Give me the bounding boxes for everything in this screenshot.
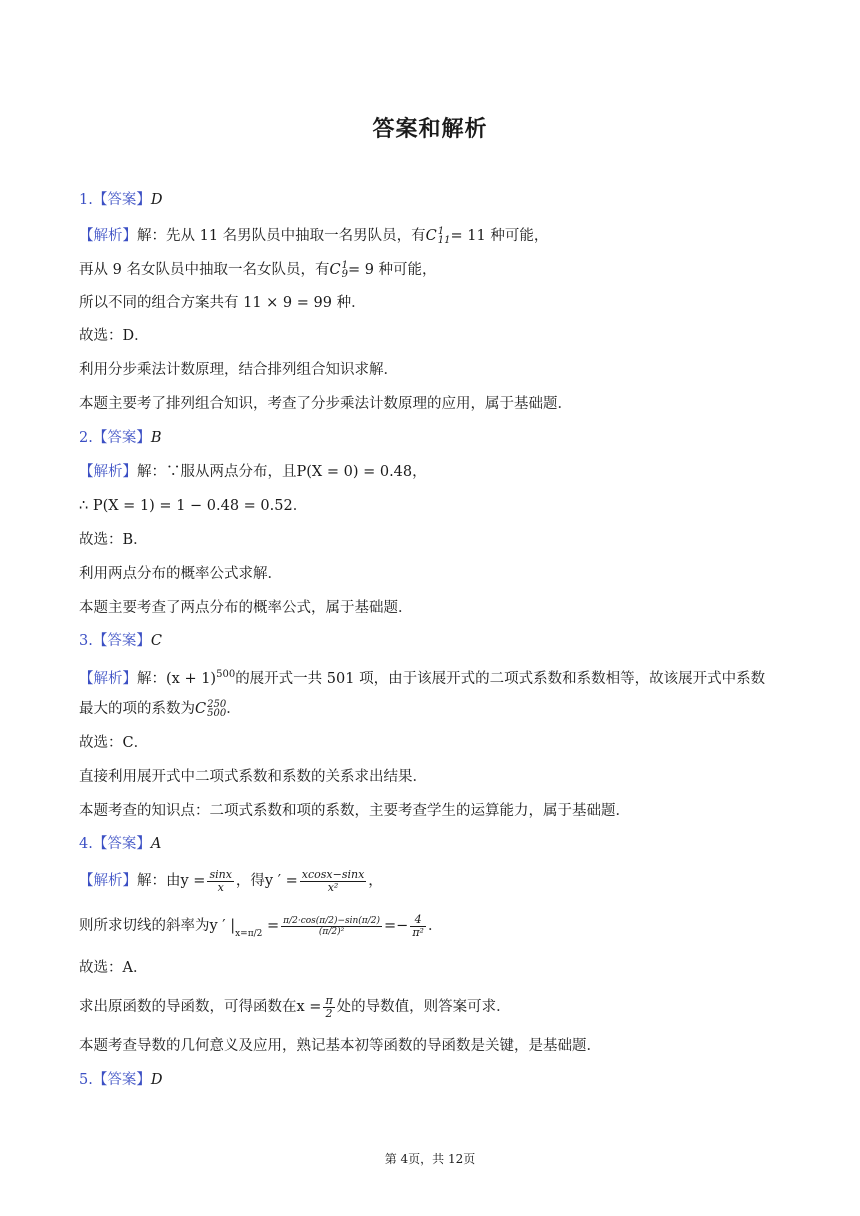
q4-analysis-line-4: 求出原函数的导函数，可得函数在x = $\frac{\pi}{2}$ 处的导数值，则答案可求．: [79, 993, 511, 1020]
answer-value: A: [150, 836, 162, 852]
answer-value: C: [150, 633, 162, 649]
q4-analysis-line-2: 则所求切线的斜率为y ′ $|_{x=\pi/2}$ = $\frac{\pi/2\cdot\cos(\pi/2)-\sin(\pi/2)}{\text{(π/2)²}}$ =− $\frac{4}{\text{π²}}$ ．: [79, 912, 443, 939]
answer-label: 1.【答案】: [79, 192, 151, 208]
q4-answer-line: [79, 834, 161, 854]
q4-analysis-line-1: 【解析】解：由y = $\frac{\sin x}{x}$ ，得y ′ = $\frac{xcosx-\sin x}{\text{x²}}$ ，: [79, 867, 383, 894]
answer-label: 3.【答案】: [79, 633, 151, 649]
analysis-label: 【解析】: [79, 228, 137, 244]
q3-analysis-line-5: 本题考查的知识点：二项式系数和项的系数，主要考查学生的运算能力，属于基础题．: [79, 803, 630, 819]
page-footer: 第 4页，共 12页: [384, 1152, 476, 1166]
q3-analysis-line-2: 最大的项的系数为C 250 500 ．: [79, 699, 241, 719]
q2-analysis-line-5: 本题主要考查了两点分布的概率公式，属于基础题．: [79, 600, 413, 616]
q3-answer-line: [79, 631, 162, 651]
q4-analysis-line-3: 故选：A．: [79, 960, 148, 976]
q3-analysis-line-3: 故选：C．: [79, 735, 149, 751]
fraction: $\frac{\sin x}{x}$: [209, 867, 232, 894]
combination-symbol: C 250 500: [195, 699, 227, 719]
q2-analysis-line-1: 【解析】解：∵服从两点分布，且P(X = 0) = 0.48，: [79, 464, 427, 480]
q2-analysis-line-2: ∴ P(X = 1) = 1 − 0.48 = 0.52．: [79, 498, 308, 514]
q2-analysis-line-4: 利用两点分布的概率公式求解．: [79, 566, 282, 582]
answer-label: 2.【答案】: [79, 430, 151, 446]
answer-value: D: [150, 192, 163, 208]
q1-analysis-line-1: 【解析】解：先从 11 名男队员中抽取一名男队员，有C 1 11 = 11 种可能，: [79, 226, 549, 246]
q1-analysis-line-4: 故选：D．: [79, 328, 149, 344]
combination-symbol: C 1 11: [425, 226, 451, 246]
fraction: $\frac{4}{\text{π²}}$: [412, 912, 424, 939]
answer-label: 4.【答案】: [79, 836, 151, 852]
q1-answer-line: [79, 190, 162, 210]
q4-analysis-line-5: 本题考查导数的几何意义及应用，熟记基本初等函数的导函数是关键，是基础题．: [79, 1038, 601, 1054]
q5-answer-line: [79, 1070, 162, 1090]
q3-analysis-line-1: 【解析】解：$(x + 1)^{500}$的展开式一共 501 项，由于该展开式的二项式系数和系数相等，故该展开式中系数: [79, 669, 766, 687]
q1-analysis-line-6: 本题主要考了排列组合知识，考查了分步乘法计数原理的应用，属于基础题．: [79, 396, 572, 412]
q2-analysis-line-3: 故选：B．: [79, 532, 148, 548]
analysis-label: 【解析】: [79, 464, 137, 480]
fraction: $\frac{\pi/2\cdot\cos(\pi/2)-\sin(\pi/2)}{\text{(π/2)²}}$: [283, 915, 380, 937]
analysis-label: 【解析】: [79, 670, 137, 687]
q1-analysis-line-5: 利用分步乘法计数原理，结合排列组合知识求解．: [79, 362, 398, 378]
answer-value: D: [150, 1072, 163, 1088]
q1-analysis-line-3: 所以不同的组合方案共有 11 × 9 = 99 种．: [79, 295, 366, 311]
answer-value: B: [150, 430, 162, 446]
q2-answer-line: [79, 428, 162, 448]
fraction: $\frac{\pi}{2}$: [325, 993, 333, 1020]
page-title: 答案和解析: [372, 117, 488, 142]
analysis-label: 【解析】: [79, 873, 137, 889]
answer-label: 5.【答案】: [79, 1072, 151, 1088]
combination-symbol: C 1 9: [329, 260, 348, 280]
q1-analysis-line-2: 再从 9 名女队员中抽取一名女队员，有C 1 9 = 9 种可能，: [79, 260, 437, 280]
q3-analysis-line-4: 直接利用展开式中二项式系数和系数的关系求出结果．: [79, 769, 427, 785]
fraction: $\frac{xcosx-\sin x}{\text{x²}}$: [301, 867, 365, 894]
